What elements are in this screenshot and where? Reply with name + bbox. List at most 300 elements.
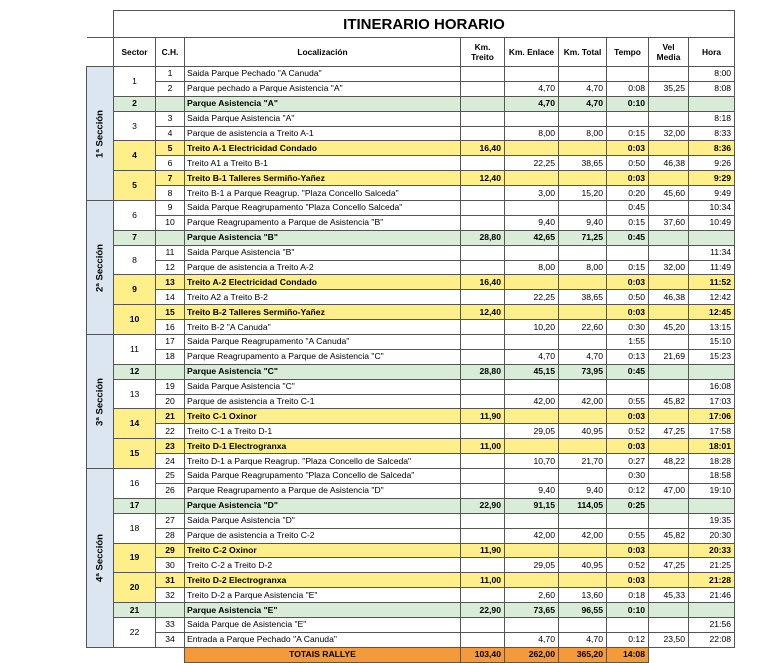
km-treito-cell — [461, 335, 505, 350]
vel-media-cell: 37,60 — [649, 215, 689, 230]
vel-media-cell — [649, 573, 689, 588]
km-treito-cell — [461, 617, 505, 632]
ch-cell: 16 — [156, 320, 185, 335]
totals-km-total: 365,20 — [559, 647, 607, 662]
km-enlace-cell: 22,25 — [505, 156, 559, 171]
table-row — [87, 469, 735, 484]
km-enlace-cell: 29,05 — [505, 424, 559, 439]
tempo-cell — [607, 617, 649, 632]
km-treito-cell: 11,00 — [461, 439, 505, 454]
ch-cell: 19 — [156, 379, 185, 394]
ch-cell: 34 — [156, 632, 185, 647]
hora-cell: 12:42 — [689, 290, 735, 305]
km-treito-cell — [461, 245, 505, 260]
location-cell: Parque Asistencia "B" — [185, 230, 461, 245]
km-enlace-cell: 8,00 — [505, 126, 559, 141]
km-enlace-cell: 4,70 — [505, 96, 559, 111]
tempo-cell: 0:30 — [607, 320, 649, 335]
tempo-cell: 0:52 — [607, 424, 649, 439]
km-treito-cell — [461, 67, 505, 82]
km-total-cell — [559, 617, 607, 632]
sector-cell: 18 — [114, 513, 156, 543]
vel-media-cell — [649, 379, 689, 394]
hora-cell — [689, 603, 735, 618]
km-enlace-cell — [505, 513, 559, 528]
location-cell: Saida Parque Reagrupamento "A Canuda" — [185, 335, 461, 350]
header-hora: Hora — [689, 38, 735, 67]
hora-cell: 8:00 — [689, 67, 735, 82]
location-cell: Treito A2 a Treito B-2 — [185, 290, 461, 305]
sector-cell: 17 — [114, 498, 156, 513]
table-row — [87, 186, 735, 201]
km-total-cell: 4,70 — [559, 81, 607, 96]
totals-km-treito: 103,40 — [461, 647, 505, 662]
km-treito-cell — [461, 483, 505, 498]
hora-cell: 10:49 — [689, 215, 735, 230]
sector-cell: 10 — [114, 305, 156, 335]
ch-cell: 13 — [156, 275, 185, 290]
vel-media-cell — [649, 513, 689, 528]
km-enlace-cell: 22,25 — [505, 290, 559, 305]
table-row — [87, 394, 735, 409]
sector-cell: 5 — [114, 171, 156, 201]
table-row — [87, 230, 735, 245]
sector-cell: 16 — [114, 469, 156, 499]
hora-cell: 19:10 — [689, 483, 735, 498]
km-treito-cell: 12,40 — [461, 171, 505, 186]
table-row — [87, 439, 735, 454]
tempo-cell — [607, 513, 649, 528]
vel-media-cell: 23,50 — [649, 632, 689, 647]
km-total-cell — [559, 275, 607, 290]
km-treito-cell — [461, 81, 505, 96]
location-cell: Parque Asistencia "C" — [185, 364, 461, 379]
header-ch: C.H. — [156, 38, 185, 67]
tempo-cell: 0:15 — [607, 126, 649, 141]
tempo-cell: 0:03 — [607, 573, 649, 588]
location-cell: Saida Parque Asistencia "C" — [185, 379, 461, 394]
ch-cell: 7 — [156, 171, 185, 186]
km-total-cell — [559, 305, 607, 320]
km-enlace-cell: 4,70 — [505, 632, 559, 647]
km-total-cell — [559, 513, 607, 528]
vel-media-cell — [649, 543, 689, 558]
ch-cell: 14 — [156, 290, 185, 305]
hora-cell: 21:25 — [689, 558, 735, 573]
km-treito-cell — [461, 454, 505, 469]
tempo-cell: 0:20 — [607, 186, 649, 201]
km-treito-cell — [461, 111, 505, 126]
ch-cell: 10 — [156, 215, 185, 230]
km-total-cell: 8,00 — [559, 126, 607, 141]
location-cell: Treito C-2 Oxinor — [185, 543, 461, 558]
table-row — [87, 349, 735, 364]
vel-media-cell — [649, 469, 689, 484]
vel-media-cell — [649, 230, 689, 245]
location-cell: Treito D-1 a Parque Reagrup. "Plaza Concello de Salceda" — [185, 454, 461, 469]
tempo-cell: 0:45 — [607, 364, 649, 379]
km-treito-cell — [461, 156, 505, 171]
km-enlace-cell: 9,40 — [505, 215, 559, 230]
document-title: ITINERARIO HORARIO — [114, 11, 735, 38]
table-row — [87, 81, 735, 96]
km-total-cell — [559, 469, 607, 484]
location-cell: Saida Parque Asistencia "B" — [185, 245, 461, 260]
ch-cell: 24 — [156, 454, 185, 469]
itinerary-table — [86, 10, 735, 663]
location-cell: Treito B-1 a Parque Reagrup. "Plaza Concello Salceda" — [185, 186, 461, 201]
hora-cell — [689, 498, 735, 513]
tempo-cell: 0:15 — [607, 215, 649, 230]
location-cell: Parque Reagrupamento a Parque de Asistencia "B" — [185, 215, 461, 230]
km-treito-cell: 11,90 — [461, 543, 505, 558]
ch-cell: 23 — [156, 439, 185, 454]
km-total-cell — [559, 201, 607, 216]
tempo-cell: 0:18 — [607, 588, 649, 603]
km-total-cell: 96,55 — [559, 603, 607, 618]
km-enlace-cell — [505, 335, 559, 350]
tempo-cell: 0:12 — [607, 483, 649, 498]
tempo-cell: 0:03 — [607, 275, 649, 290]
ch-cell — [156, 498, 185, 513]
location-cell: Parque de asistencia a Treito C-1 — [185, 394, 461, 409]
km-enlace-cell: 91,15 — [505, 498, 559, 513]
header-km-total: Km. Total — [559, 38, 607, 67]
km-enlace-cell — [505, 141, 559, 156]
sector-cell: 21 — [114, 603, 156, 618]
tempo-cell — [607, 67, 649, 82]
location-cell: Parque Reagrupamento a Parque de Asistencia "D" — [185, 483, 461, 498]
km-total-cell: 38,65 — [559, 156, 607, 171]
km-treito-cell — [461, 588, 505, 603]
km-total-cell: 42,00 — [559, 528, 607, 543]
totals-label: TOTAIS RALLYE — [185, 647, 461, 662]
ch-cell: 20 — [156, 394, 185, 409]
location-cell: Saida Parque Pechado "A Canuda" — [185, 67, 461, 82]
sector-cell: 19 — [114, 543, 156, 573]
km-treito-cell — [461, 469, 505, 484]
km-treito-cell — [461, 349, 505, 364]
km-treito-cell: 11,00 — [461, 573, 505, 588]
km-total-cell — [559, 67, 607, 82]
tempo-cell: 0:55 — [607, 528, 649, 543]
section-label: 2ª Sección — [87, 201, 114, 335]
table-row — [87, 96, 735, 111]
vel-media-cell: 21,69 — [649, 349, 689, 364]
vel-media-cell: 47,25 — [649, 558, 689, 573]
km-treito-cell: 22,90 — [461, 603, 505, 618]
km-total-cell — [559, 543, 607, 558]
hora-cell: 11:49 — [689, 260, 735, 275]
hora-cell: 19:35 — [689, 513, 735, 528]
sector-cell: 14 — [114, 409, 156, 439]
vel-media-cell: 47,25 — [649, 424, 689, 439]
table-row — [87, 543, 735, 558]
location-cell: Treito D-1 Electrogranxa — [185, 439, 461, 454]
km-total-cell: 38,65 — [559, 290, 607, 305]
hora-cell: 16:08 — [689, 379, 735, 394]
ch-cell: 26 — [156, 483, 185, 498]
sector-cell: 2 — [114, 96, 156, 111]
km-enlace-cell: 4,70 — [505, 349, 559, 364]
tempo-cell: 0:45 — [607, 230, 649, 245]
vel-media-cell — [649, 498, 689, 513]
km-treito-cell: 12,40 — [461, 305, 505, 320]
hora-cell: 15:23 — [689, 349, 735, 364]
km-enlace-cell: 29,05 — [505, 558, 559, 573]
hora-cell: 13:15 — [689, 320, 735, 335]
km-treito-cell — [461, 96, 505, 111]
sector-cell: 15 — [114, 439, 156, 469]
vel-media-cell — [649, 617, 689, 632]
hora-cell: 18:28 — [689, 454, 735, 469]
km-enlace-cell: 8,00 — [505, 260, 559, 275]
km-treito-cell — [461, 558, 505, 573]
ch-cell: 18 — [156, 349, 185, 364]
tempo-cell: 0:03 — [607, 439, 649, 454]
hora-cell: 21:46 — [689, 588, 735, 603]
header-vel-media: Vel Media — [649, 38, 689, 67]
km-enlace-cell — [505, 171, 559, 186]
tempo-cell: 0:15 — [607, 260, 649, 275]
vel-media-cell — [649, 275, 689, 290]
vel-media-cell: 45,82 — [649, 394, 689, 409]
location-cell: Treito A-1 Electricidad Condado — [185, 141, 461, 156]
vel-media-cell — [649, 305, 689, 320]
ch-cell: 17 — [156, 335, 185, 350]
tempo-cell — [607, 111, 649, 126]
tempo-cell: 0:25 — [607, 498, 649, 513]
vel-media-cell: 45,60 — [649, 186, 689, 201]
tempo-cell: 1:55 — [607, 335, 649, 350]
section-label: 3ª Sección — [87, 335, 114, 469]
header-tempo: Tempo — [607, 38, 649, 67]
section-label: 1ª Sección — [87, 67, 114, 201]
km-treito-cell: 16,40 — [461, 141, 505, 156]
tempo-cell: 0:08 — [607, 81, 649, 96]
km-treito-cell: 22,90 — [461, 498, 505, 513]
km-enlace-cell: 3,00 — [505, 186, 559, 201]
km-total-cell: 21,70 — [559, 454, 607, 469]
sector-cell: 6 — [114, 201, 156, 231]
vel-media-cell — [649, 111, 689, 126]
sector-cell: 13 — [114, 379, 156, 409]
location-cell: Treito C-1 a Treito D-1 — [185, 424, 461, 439]
hora-cell: 20:33 — [689, 543, 735, 558]
tempo-cell: 0:03 — [607, 543, 649, 558]
tempo-cell: 0:30 — [607, 469, 649, 484]
vel-media-cell: 47,00 — [649, 483, 689, 498]
tempo-cell: 0:12 — [607, 632, 649, 647]
location-cell: Saida Parque Reagrupamento "Plaza Concello Salceda" — [185, 201, 461, 216]
vel-media-cell: 45,20 — [649, 320, 689, 335]
km-treito-cell: 16,40 — [461, 275, 505, 290]
vel-media-cell: 45,33 — [649, 588, 689, 603]
ch-cell: 33 — [156, 617, 185, 632]
tempo-cell: 0:55 — [607, 394, 649, 409]
vel-media-cell — [649, 141, 689, 156]
km-enlace-cell — [505, 305, 559, 320]
tempo-cell: 0:03 — [607, 141, 649, 156]
km-treito-cell — [461, 632, 505, 647]
km-treito-cell — [461, 528, 505, 543]
sector-cell: 1 — [114, 67, 156, 97]
location-cell: Treito B-1 Talleres Sermiño-Yañez — [185, 171, 461, 186]
km-enlace-cell — [505, 439, 559, 454]
table-row — [87, 141, 735, 156]
hora-cell: 17:06 — [689, 409, 735, 424]
km-total-cell: 4,70 — [559, 349, 607, 364]
ch-cell — [156, 230, 185, 245]
ch-cell: 15 — [156, 305, 185, 320]
km-total-cell: 15,20 — [559, 186, 607, 201]
km-total-cell — [559, 141, 607, 156]
hora-cell: 17:58 — [689, 424, 735, 439]
sector-cell: 8 — [114, 245, 156, 275]
km-treito-cell — [461, 320, 505, 335]
ch-cell: 29 — [156, 543, 185, 558]
ch-cell: 30 — [156, 558, 185, 573]
km-total-cell: 71,25 — [559, 230, 607, 245]
table-row — [87, 275, 735, 290]
km-treito-cell — [461, 126, 505, 141]
tempo-cell: 0:50 — [607, 156, 649, 171]
totals-km-enlace: 262,00 — [505, 647, 559, 662]
vel-media-cell: 32,00 — [649, 126, 689, 141]
location-cell: Parque Asistencia "D" — [185, 498, 461, 513]
location-cell: Treito B-2 Talleres Sermiño-Yañez — [185, 305, 461, 320]
km-treito-cell: 28,80 — [461, 364, 505, 379]
ch-cell — [156, 96, 185, 111]
table-row — [87, 573, 735, 588]
table-row — [87, 513, 735, 528]
km-treito-cell — [461, 513, 505, 528]
hora-cell: 8:36 — [689, 141, 735, 156]
table-row — [87, 290, 735, 305]
hora-cell: 8:08 — [689, 81, 735, 96]
km-total-cell — [559, 573, 607, 588]
tempo-cell: 0:10 — [607, 603, 649, 618]
ch-cell: 11 — [156, 245, 185, 260]
location-cell: Parque de asistencia a Treito A-2 — [185, 260, 461, 275]
table-row — [87, 617, 735, 632]
km-total-cell: 9,40 — [559, 483, 607, 498]
km-treito-cell: 11,90 — [461, 409, 505, 424]
table-row — [87, 454, 735, 469]
km-total-cell: 4,70 — [559, 96, 607, 111]
hora-cell: 9:49 — [689, 186, 735, 201]
km-total-cell — [559, 171, 607, 186]
vel-media-cell — [649, 603, 689, 618]
table-row — [87, 320, 735, 335]
tempo-cell: 0:27 — [607, 454, 649, 469]
location-cell: Treito A1 a Treito B-1 — [185, 156, 461, 171]
vel-media-cell: 46,38 — [649, 290, 689, 305]
table-row — [87, 558, 735, 573]
km-enlace-cell — [505, 111, 559, 126]
km-total-cell — [559, 111, 607, 126]
vel-media-cell — [649, 201, 689, 216]
location-cell: Treito B-2 "A Canuda" — [185, 320, 461, 335]
km-total-cell: 40,95 — [559, 558, 607, 573]
table-row — [87, 632, 735, 647]
hora-cell: 20:30 — [689, 528, 735, 543]
hora-cell: 21:56 — [689, 617, 735, 632]
location-cell: Treito A-2 Electricidad Condado — [185, 275, 461, 290]
section-label: 4ª Sección — [87, 469, 114, 648]
ch-cell: 3 — [156, 111, 185, 126]
header-km-enlace: Km. Enlace — [505, 38, 559, 67]
km-total-cell — [559, 409, 607, 424]
table-row — [87, 111, 735, 126]
km-total-cell: 22,60 — [559, 320, 607, 335]
location-cell: Parque de asistencia a Treito C-2 — [185, 528, 461, 543]
ch-cell: 2 — [156, 81, 185, 96]
location-cell: Parque Asistencia "A" — [185, 96, 461, 111]
header-km-treito: Km. Treito — [461, 38, 505, 67]
km-total-cell — [559, 245, 607, 260]
km-total-cell — [559, 379, 607, 394]
km-enlace-cell: 73,65 — [505, 603, 559, 618]
km-enlace-cell: 45,15 — [505, 364, 559, 379]
km-enlace-cell: 4,70 — [505, 81, 559, 96]
sector-cell: 7 — [114, 230, 156, 245]
table-row — [87, 603, 735, 618]
sector-cell: 20 — [114, 573, 156, 603]
location-cell: Treito C-2 a Treito D-2 — [185, 558, 461, 573]
km-enlace-cell — [505, 617, 559, 632]
tempo-cell: 0:03 — [607, 171, 649, 186]
hora-cell: 10:34 — [689, 201, 735, 216]
hora-cell: 15:10 — [689, 335, 735, 350]
ch-cell: 25 — [156, 469, 185, 484]
location-cell: Saida Parque Asistencia "D" — [185, 513, 461, 528]
sector-cell: 12 — [114, 364, 156, 379]
ch-cell: 6 — [156, 156, 185, 171]
km-enlace-cell — [505, 201, 559, 216]
km-enlace-cell: 42,00 — [505, 528, 559, 543]
ch-cell: 27 — [156, 513, 185, 528]
tempo-cell: 0:45 — [607, 201, 649, 216]
table-row — [87, 126, 735, 141]
km-enlace-cell: 42,65 — [505, 230, 559, 245]
vel-media-cell — [649, 335, 689, 350]
header-sector: Sector — [114, 38, 156, 67]
hora-cell: 18:58 — [689, 469, 735, 484]
km-enlace-cell: 2,60 — [505, 588, 559, 603]
km-treito-cell — [461, 424, 505, 439]
table-row — [87, 67, 735, 82]
km-treito-cell — [461, 201, 505, 216]
hora-cell: 12:45 — [689, 305, 735, 320]
km-enlace-cell: 10,70 — [505, 454, 559, 469]
km-total-cell: 114,05 — [559, 498, 607, 513]
km-enlace-cell — [505, 573, 559, 588]
table-row — [87, 215, 735, 230]
hora-cell: 8:18 — [689, 111, 735, 126]
km-treito-cell — [461, 186, 505, 201]
ch-cell: 22 — [156, 424, 185, 439]
hora-cell — [689, 364, 735, 379]
totals-tempo: 14:08 — [607, 647, 649, 662]
tempo-cell: 0:13 — [607, 349, 649, 364]
km-enlace-cell — [505, 469, 559, 484]
ch-cell: 8 — [156, 186, 185, 201]
km-enlace-cell — [505, 275, 559, 290]
ch-cell: 1 — [156, 67, 185, 82]
location-cell: Entrada a Parque Pechado "A Canuda" — [185, 632, 461, 647]
hora-cell: 11:52 — [689, 275, 735, 290]
